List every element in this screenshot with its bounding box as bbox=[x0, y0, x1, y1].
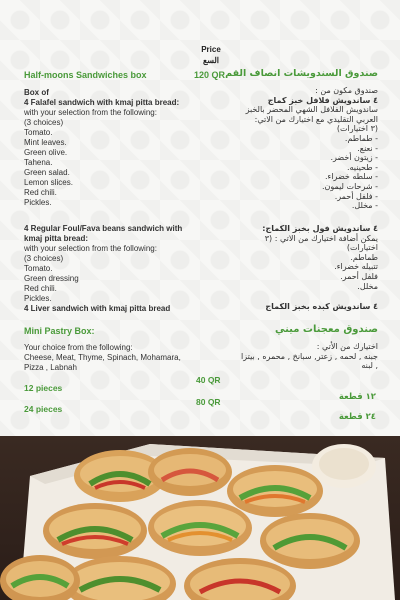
box1-en2-line: with your selection from the following: bbox=[24, 244, 157, 253]
box1-ar-line: (٣ اختيارات) bbox=[336, 124, 378, 134]
box1-liver-ar: ٤ ساندويش كبده بخبز الكماج bbox=[265, 302, 378, 311]
box2-ar-line: , لبنه bbox=[361, 361, 378, 371]
box1-ar2-line: اختيارات) bbox=[346, 243, 378, 253]
box1-en2-line: 4 Liver sandwich with kmaj pitta bread bbox=[24, 304, 171, 313]
box1-en-line: Tomato. bbox=[24, 128, 53, 137]
box1-en-line: Red chili. bbox=[24, 188, 57, 197]
box1-description-ar-2 bbox=[218, 224, 378, 291]
box1-price: 120 QR bbox=[194, 70, 226, 80]
sandwich-box-illustration bbox=[0, 436, 400, 600]
box1-en-line: Tahena. bbox=[24, 158, 53, 167]
box1-en2-line: kmaj pitta bread: bbox=[24, 234, 89, 243]
box1-en-line: with your selection from the following: bbox=[24, 108, 157, 117]
box1-en-line: (3 choices) bbox=[24, 118, 64, 127]
box1-en-line: Lemon slices. bbox=[24, 178, 73, 187]
box1-ar2-line: طماطم. bbox=[350, 252, 378, 262]
box1-ar2-line: مخلل. bbox=[357, 281, 378, 291]
box1-ar-line: - طماطم. bbox=[344, 133, 378, 143]
price-header-ar: السع bbox=[202, 56, 220, 65]
box1-en-line: Pickles. bbox=[24, 198, 52, 207]
box1-en-line: Box of bbox=[24, 88, 49, 97]
box1-en2-line: Pickles. bbox=[24, 294, 52, 303]
box2-en-line: Cheese, Meat, Thyme, Spinach, Mohamara, bbox=[24, 353, 181, 362]
box1-ar2-line: ٤ ساندويش فول بخبز الكماج: bbox=[262, 224, 378, 233]
box1-ar-line: - زيتون أخضر. bbox=[330, 153, 378, 163]
box1-title-en: Half-moons Sandwiches box bbox=[24, 70, 147, 80]
box1-ar-line: - مخلل. bbox=[351, 201, 378, 211]
price-column-header bbox=[186, 44, 236, 66]
box1-title-ar: صندوق السندويشات انصاف القم bbox=[225, 68, 378, 79]
sandwich-box-photo bbox=[0, 436, 400, 600]
box1-en-line: Mint leaves. bbox=[24, 138, 67, 147]
box1-en2-line: 4 Regular Foul/Fava beans sandwich with bbox=[24, 224, 183, 233]
box1-description-en-2 bbox=[24, 224, 214, 314]
box1-en2-line: Tomato. bbox=[24, 264, 53, 273]
box1-en2-line: Red chili. bbox=[24, 284, 57, 293]
box1-ar-line: صندوق مكون من : bbox=[315, 86, 378, 95]
box2-title-en: Mini Pastry Box: bbox=[24, 326, 95, 336]
box2-en-line: Your choice from the following: bbox=[24, 343, 133, 352]
option1-label-en: 12 pieces bbox=[24, 383, 63, 393]
option2-label-ar: ٢٤ قطعة bbox=[338, 412, 376, 422]
box1-ar-line: ٤ ساندويش فلافل خبز كماج bbox=[267, 95, 378, 105]
price-header-en: Price bbox=[201, 45, 221, 54]
box2-description-ar bbox=[218, 342, 378, 371]
box1-description-en bbox=[24, 88, 214, 208]
box1-ar2-line: تتبيله خضراء. bbox=[334, 262, 378, 272]
box1-en2-line: (3 choices) bbox=[24, 254, 64, 263]
box1-ar-line: - فلفل أحمر. bbox=[334, 191, 378, 201]
box1-en-line: Green salad. bbox=[24, 168, 70, 177]
box2-en-line: Pizza , Labnah bbox=[24, 363, 77, 372]
box2-description-en bbox=[24, 343, 214, 373]
box1-ar2-line: يمكن أضافة اختيارك من الاتي : (٣ bbox=[264, 233, 378, 243]
box1-ar-line: - نعنع. bbox=[357, 143, 378, 153]
box1-ar-line: - سلطه خضراء. bbox=[325, 172, 378, 182]
box1-en2-line: Green dressing bbox=[24, 274, 79, 283]
option2-price: 80 QR bbox=[196, 397, 221, 407]
box1-ar-line: العربي التقليدي مع اختيارك من الاتي: bbox=[254, 114, 378, 124]
box2-title-ar: صندوق معجنات ميني bbox=[274, 324, 378, 335]
box1-ar2-line: فلفل أحمر. bbox=[340, 271, 378, 281]
box2-ar-line: اختيارك من الأتي : bbox=[316, 342, 378, 351]
sauce bbox=[319, 448, 369, 480]
box1-description-ar bbox=[218, 86, 378, 211]
box1-ar-line: - طحينيه. bbox=[346, 162, 378, 172]
option1-label-ar: ١٢ قطعة bbox=[338, 392, 376, 402]
option1-price: 40 QR bbox=[196, 375, 221, 385]
box1-ar-line: - شرحات ليمون. bbox=[321, 181, 378, 191]
box1-en-line: Green olive. bbox=[24, 148, 68, 157]
box1-en-line: 4 Falafel sandwich with kmaj pitta bread: bbox=[24, 98, 180, 107]
option2-label-en: 24 pieces bbox=[24, 404, 63, 414]
box1-ar-line: ساندويش الفلافل الشهي المحضر بالخبز bbox=[245, 105, 378, 115]
box2-ar-line: جبنه , لحمه , زعتر, سبانخ , محمره , بيتزا bbox=[241, 351, 378, 361]
